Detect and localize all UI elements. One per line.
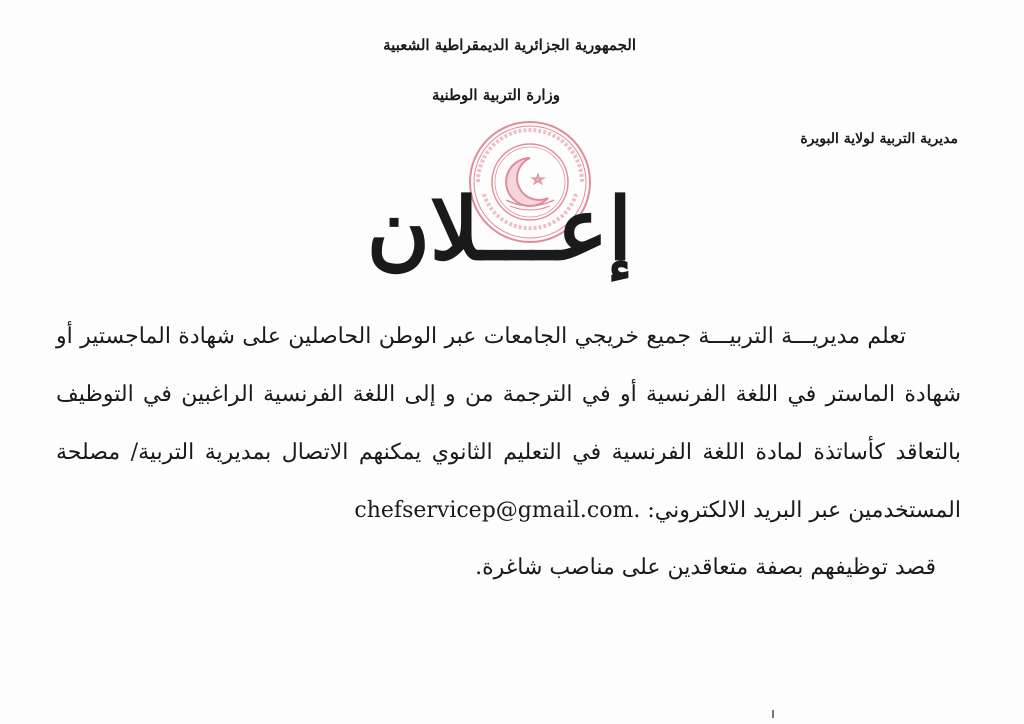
body-line-5: قصد توظيفهم بصفة متعاقدين على مناصب شاغرة. [475,555,936,580]
body-line-1: تعلم مديريـــة التربيـــة جميع خريجي الجامعات عبر الوطن الحاصلين على شهادة الماجستير أو [56,324,906,349]
body-line-4 [56,496,961,526]
body-line-3: بالتعاقد كأساتذة لمادة اللغة الفرنسية في التعليم الثانوي يمكنهم الاتصال بمديرية التربية/ مصلحة [56,440,961,465]
directorate-header: مديرية التربية لولاية البويرة [800,131,958,147]
contact-email: chefservicep@gmail.com. [354,498,641,523]
republic-header: الجمهورية الجزائرية الديمقراطية الشعبية [383,36,636,54]
body-line-2: شهادة الماستر في اللغة الفرنسية أو في الترجمة من و إلى اللغة الفرنسية الراغبين في التوظيف [56,382,961,407]
email-intro-text: المستخدمين عبر البريد الالكتروني: [647,498,961,523]
ministry-header: وزارة التربية الوطنية [431,86,560,104]
scan-artifact [772,710,774,718]
announcement-title: إعـــلان [366,179,632,280]
